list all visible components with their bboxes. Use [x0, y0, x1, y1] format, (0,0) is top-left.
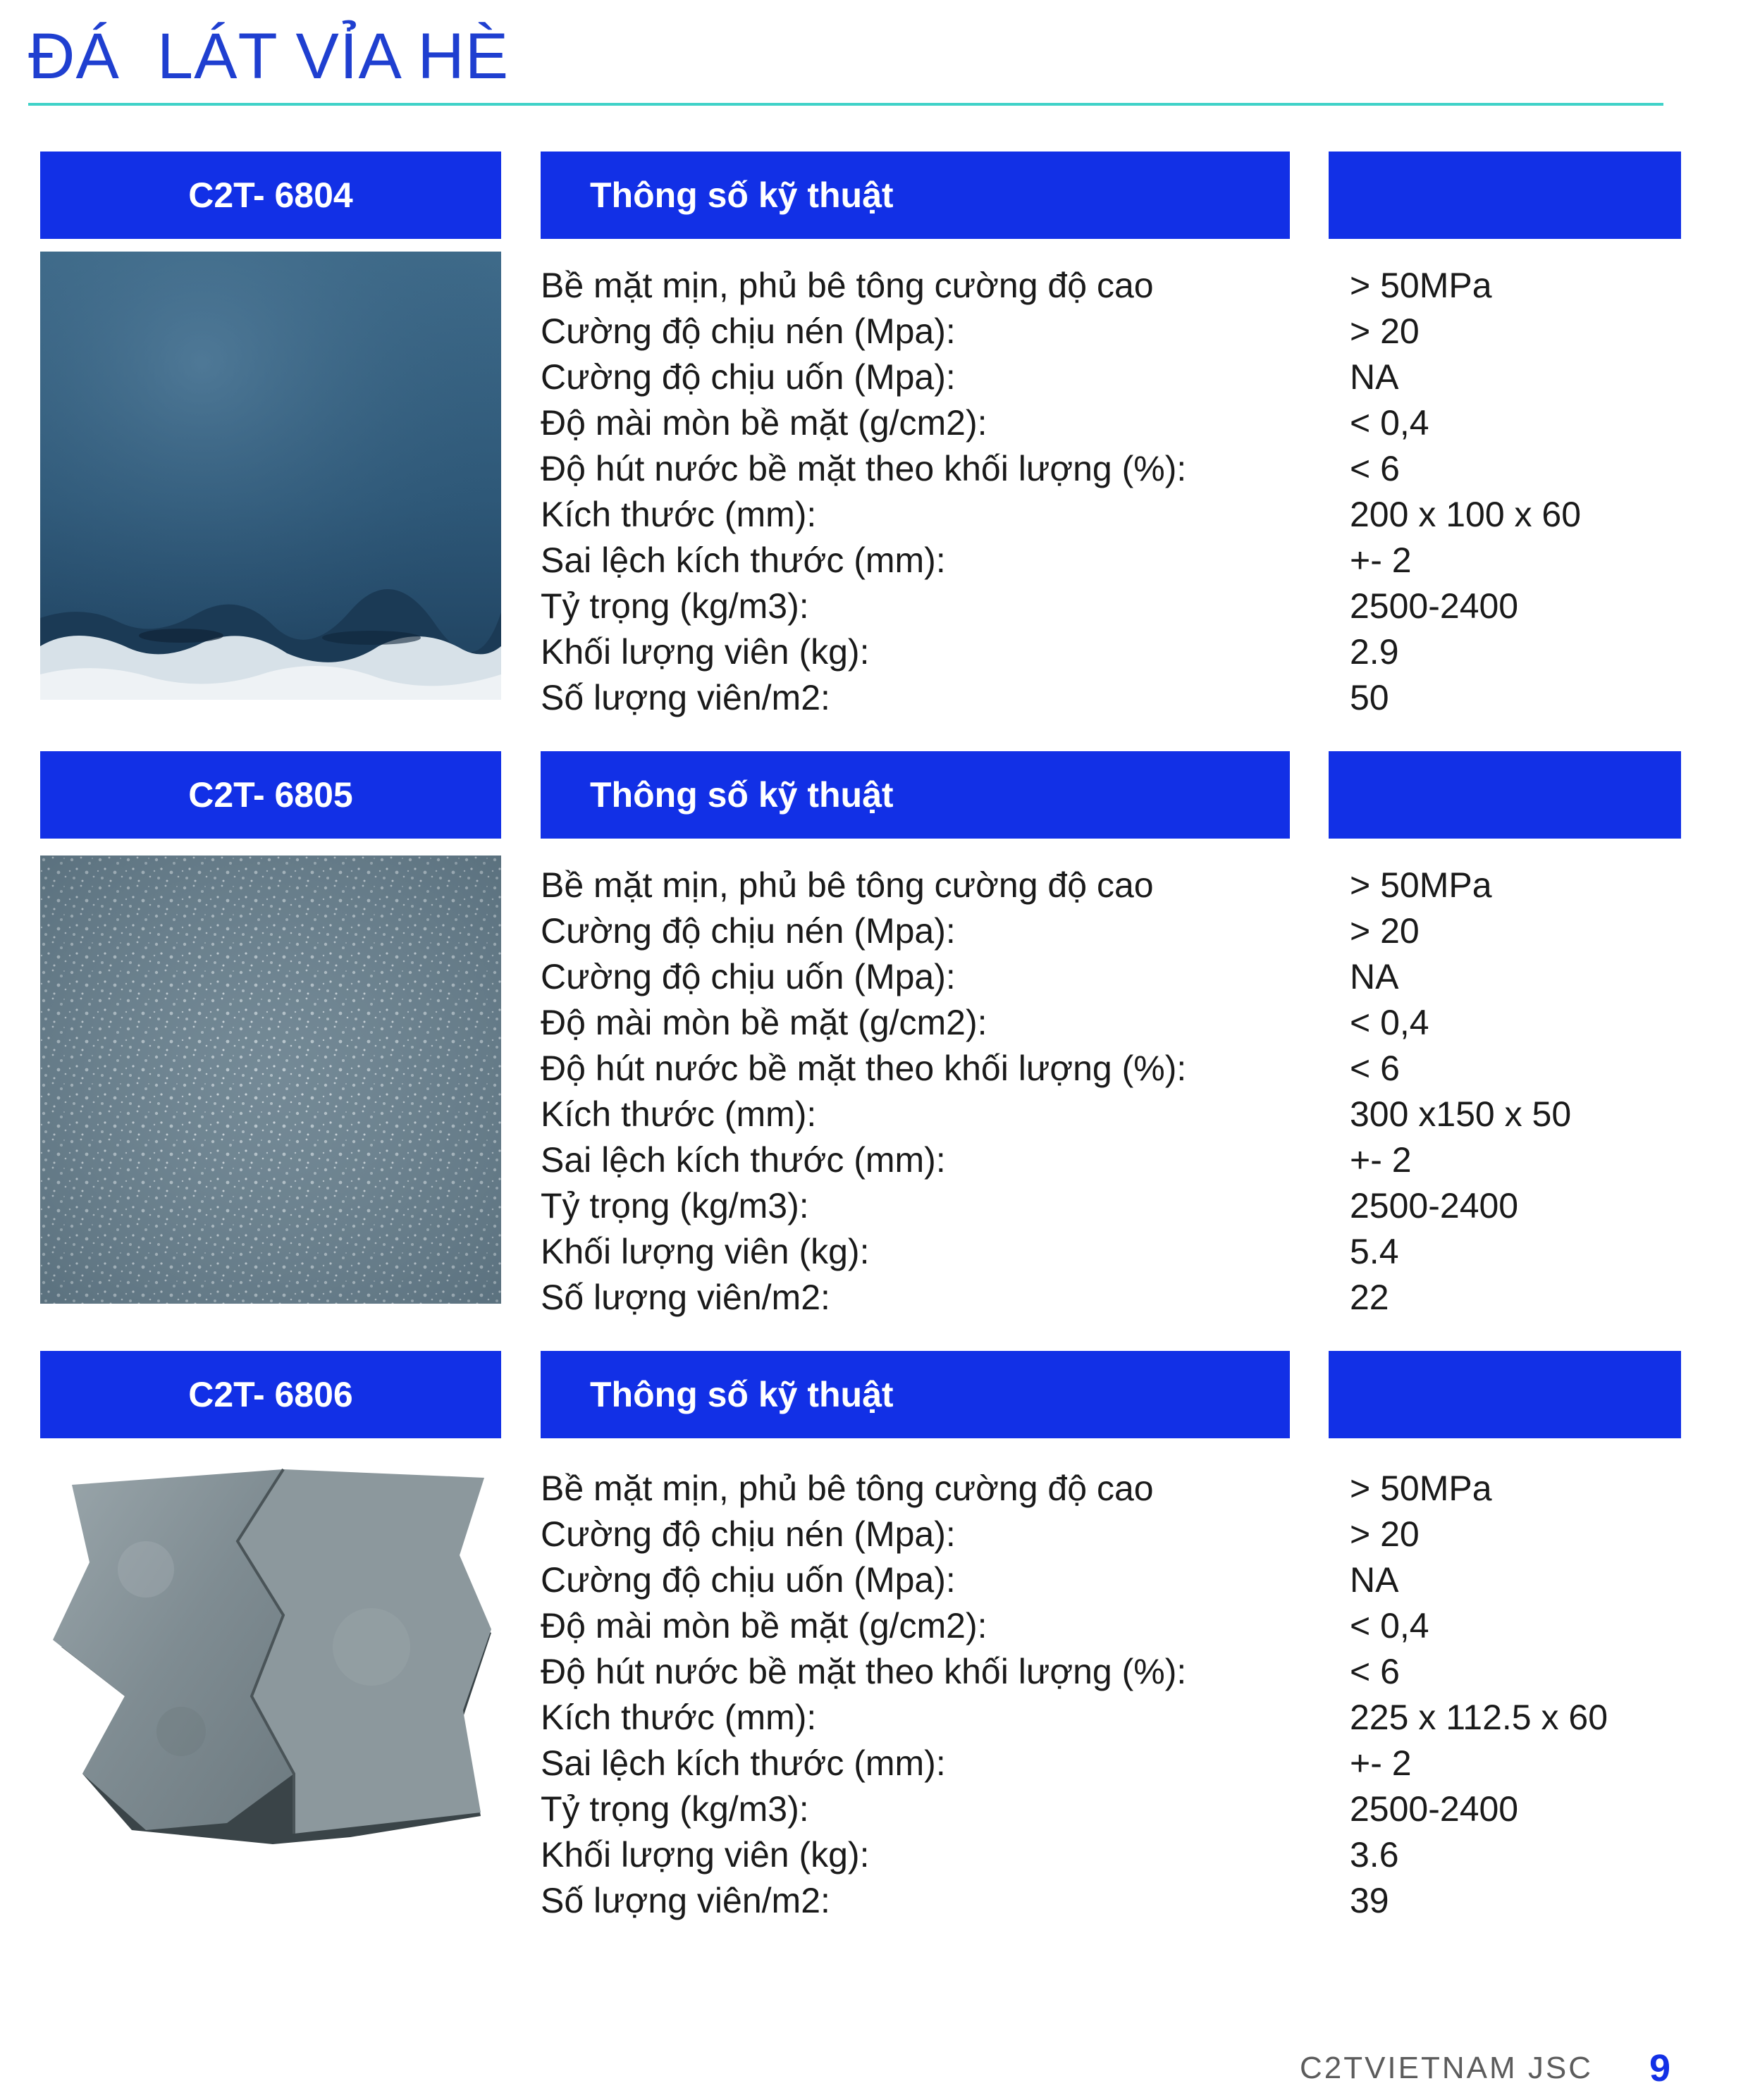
spec-row [541, 309, 1739, 354]
spec-label: Cường độ chịu uốn (Mpa): [541, 357, 956, 397]
spec-list [541, 1466, 1739, 1924]
spec-label: Số lượng viên/m2: [541, 1278, 830, 1317]
spec-value: 225 x 112.5 x 60 [1350, 1698, 1608, 1737]
spec-header: Thông số kỹ thuật [590, 775, 894, 815]
spec-value: > 20 [1350, 911, 1420, 951]
spec-value: > 50MPa [1350, 1469, 1492, 1508]
spec-label: Độ mài mòn bề mặt (g/cm2): [541, 1003, 987, 1042]
product-code: C2T- 6804 [188, 175, 353, 215]
value-header-bar [1329, 152, 1681, 239]
spec-value: 2500-2400 [1350, 1186, 1519, 1225]
product-photo-image [40, 1464, 501, 1872]
spec-row [541, 1603, 1739, 1649]
product-photo [40, 252, 501, 700]
spec-value: < 6 [1350, 1049, 1400, 1088]
spec-value: 5.4 [1350, 1232, 1399, 1271]
spec-header: Thông số kỹ thuật [590, 1375, 894, 1414]
spec-row [541, 1832, 1739, 1878]
spec-row [541, 1695, 1739, 1741]
spec-label: Số lượng viên/m2: [541, 1881, 830, 1920]
spec-label: Sai lệch kích thước (mm): [541, 541, 946, 580]
spec-value: > 20 [1350, 311, 1420, 351]
spec-row [541, 908, 1739, 954]
spec-row [541, 446, 1739, 492]
spec-row [541, 1786, 1739, 1832]
spec-row [541, 629, 1739, 675]
product-photo [40, 1464, 501, 1872]
product-section-6805 [0, 751, 1748, 1329]
spec-label: Cường độ chịu uốn (Mpa): [541, 1560, 956, 1600]
spec-value: > 50MPa [1350, 266, 1492, 305]
spec-header-bar [541, 751, 1290, 839]
spec-label: Kích thước (mm): [541, 1698, 817, 1737]
spec-row [541, 863, 1739, 908]
spec-value: > 20 [1350, 1514, 1420, 1554]
spec-row [541, 954, 1739, 1000]
spec-row [541, 1649, 1739, 1695]
spec-row [541, 1512, 1739, 1557]
value-header-bar [1329, 751, 1681, 839]
spec-row [541, 1878, 1739, 1924]
spec-value: > 50MPa [1350, 865, 1492, 905]
spec-row [541, 1557, 1739, 1603]
product-code-bar [40, 751, 501, 839]
spec-value: 2500-2400 [1350, 586, 1519, 626]
spec-value: 3.6 [1350, 1835, 1399, 1874]
page-title: ĐÁ LÁT VỈA HÈ [28, 20, 510, 92]
page-number: 9 [1649, 2047, 1670, 2089]
spec-row [541, 583, 1739, 629]
spec-label: Độ mài mòn bề mặt (g/cm2): [541, 1606, 987, 1645]
spec-row [541, 400, 1739, 446]
spec-row [541, 1229, 1739, 1275]
spec-label: Độ hút nước bề mặt theo khối lượng (%): [541, 1049, 1187, 1088]
spec-row [541, 263, 1739, 309]
title-rule [28, 103, 1663, 106]
spec-label: Số lượng viên/m2: [541, 678, 830, 717]
spec-row [541, 1741, 1739, 1786]
spec-label: Bề mặt mịn, phủ bê tông cường độ cao [541, 266, 1154, 305]
spec-label: Tỷ trọng (kg/m3): [541, 1789, 809, 1829]
footer-company: C2TVIETNAM JSC [1299, 2051, 1593, 2085]
product-code: C2T- 6806 [188, 1375, 353, 1414]
spec-value: < 0,4 [1350, 1003, 1429, 1042]
spec-value: < 6 [1350, 449, 1400, 488]
spec-value: 300 x150 x 50 [1350, 1094, 1572, 1134]
spec-row [541, 492, 1739, 538]
spec-row [541, 354, 1739, 400]
spec-value: 2500-2400 [1350, 1789, 1519, 1829]
product-section-6806 [0, 1351, 1748, 1929]
product-photo-image [40, 856, 501, 1304]
spec-label: Tỷ trọng (kg/m3): [541, 586, 809, 626]
spec-row [541, 1092, 1739, 1137]
spec-value: +- 2 [1350, 1140, 1412, 1180]
spec-label: Bề mặt mịn, phủ bê tông cường độ cao [541, 1469, 1154, 1508]
spec-value: +- 2 [1350, 1743, 1412, 1783]
spec-label: Tỷ trọng (kg/m3): [541, 1186, 809, 1225]
product-code-bar [40, 152, 501, 239]
spec-value: < 6 [1350, 1652, 1400, 1691]
product-photo [40, 856, 501, 1304]
spec-label: Bề mặt mịn, phủ bê tông cường độ cao [541, 865, 1154, 905]
spec-value: NA [1350, 1560, 1399, 1600]
spec-header-bar [541, 152, 1290, 239]
spec-label: Cường độ chịu nén (Mpa): [541, 911, 956, 951]
spec-label: Sai lệch kích thước (mm): [541, 1743, 946, 1783]
spec-value: +- 2 [1350, 541, 1412, 580]
spec-row [541, 1000, 1739, 1046]
spec-row [541, 1046, 1739, 1092]
spec-list [541, 863, 1739, 1321]
spec-label: Khối lượng viên (kg): [541, 1835, 870, 1874]
spec-row [541, 1137, 1739, 1183]
spec-label: Cường độ chịu nén (Mpa): [541, 311, 956, 351]
spec-label: Độ hút nước bề mặt theo khối lượng (%): [541, 449, 1187, 488]
spec-label: Kích thước (mm): [541, 495, 817, 534]
product-code: C2T- 6805 [188, 775, 353, 815]
value-header-bar [1329, 1351, 1681, 1438]
spec-value: 22 [1350, 1278, 1389, 1317]
spec-label: Khối lượng viên (kg): [541, 1232, 870, 1271]
spec-label: Độ mài mòn bề mặt (g/cm2): [541, 403, 987, 443]
spec-row [541, 1183, 1739, 1229]
spec-header-bar [541, 1351, 1290, 1438]
spec-value: NA [1350, 357, 1399, 397]
spec-list [541, 263, 1739, 721]
spec-value: 2.9 [1350, 632, 1399, 672]
spec-label: Khối lượng viên (kg): [541, 632, 870, 672]
spec-label: Sai lệch kích thước (mm): [541, 1140, 946, 1180]
spec-row [541, 538, 1739, 583]
spec-value: < 0,4 [1350, 1606, 1429, 1645]
spec-value: < 0,4 [1350, 403, 1429, 443]
spec-label: Kích thước (mm): [541, 1094, 817, 1134]
spec-label: Cường độ chịu nén (Mpa): [541, 1514, 956, 1554]
product-photo-image [40, 252, 501, 700]
spec-value: NA [1350, 957, 1399, 996]
spec-value: 39 [1350, 1881, 1389, 1920]
product-code-bar [40, 1351, 501, 1438]
spec-value: 50 [1350, 678, 1389, 717]
spec-label: Cường độ chịu uốn (Mpa): [541, 957, 956, 996]
product-section-6804 [0, 152, 1748, 729]
spec-value: 200 x 100 x 60 [1350, 495, 1582, 534]
spec-label: Độ hút nước bề mặt theo khối lượng (%): [541, 1652, 1187, 1691]
spec-row [541, 1275, 1739, 1321]
spec-row [541, 1466, 1739, 1512]
spec-header: Thông số kỹ thuật [590, 175, 894, 215]
spec-row [541, 675, 1739, 721]
